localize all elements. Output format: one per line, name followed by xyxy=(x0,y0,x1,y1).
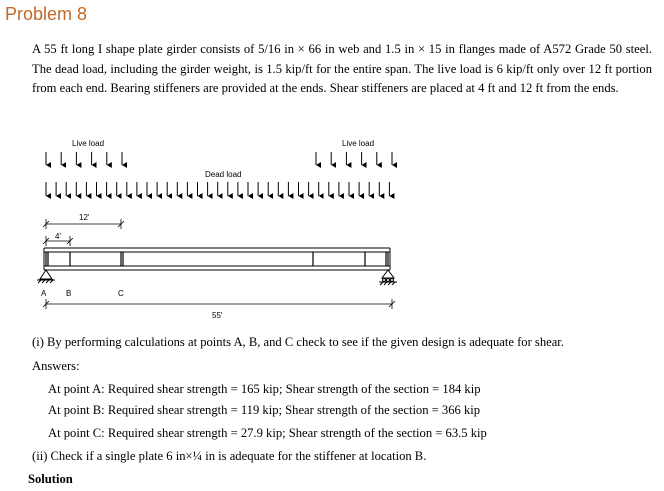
pin-support-left xyxy=(37,270,55,283)
dead-load-arrows xyxy=(46,182,389,196)
problem-title: Problem 8 xyxy=(5,4,88,24)
dim-12-label: 12' xyxy=(79,213,90,222)
point-c-label: C xyxy=(118,289,124,298)
girder-beam xyxy=(44,248,390,270)
answers-label: Answers: xyxy=(32,359,80,373)
dim-55-label: 55' xyxy=(212,311,223,320)
dead-load-label: Dead load xyxy=(205,170,242,179)
answer-point-c: At point C: Required shear strength = 27.9 kip; Shear strength of the section = 63.5 kip xyxy=(48,426,487,440)
question-2: (ii) Check if a single plate 6 in×¼ in is adequate for the stiffener at location B. xyxy=(32,449,427,463)
point-a-label: A xyxy=(41,289,47,298)
roller-support-right xyxy=(379,270,397,285)
live-load-left-label: Live load xyxy=(72,139,105,148)
live-load-right-arrows xyxy=(316,152,392,165)
dimension-55ft xyxy=(43,299,395,309)
problem-statement: A 55 ft long I shape plate girder consists of 5/16 in × 66 in web and 1.5 in × 15 in flanges made of A572 Grade 50 steel. The dead load, including the girder weight, is 1.5 kip/ft for the entire span. The live load is 6 kip/ft only over 12 ft portion from each end. Bearing stiffeners are provided at the ends. Shear stiffeners are placed at 4 ft and 12 ft from the ends. xyxy=(32,42,652,95)
solution-heading: Solution xyxy=(28,472,73,486)
live-load-right-label: Live load xyxy=(342,139,375,148)
stiffeners xyxy=(46,252,388,266)
question-1: (i) By performing calculations at points A, B, and C check to see if the given design is adequate for shear. xyxy=(32,335,564,349)
point-b-label: B xyxy=(66,289,72,298)
answer-point-a: At point A: Required shear strength = 165 kip; Shear strength of the section = 184 kip xyxy=(48,382,481,396)
answer-point-b: At point B: Required shear strength = 119 kip; Shear strength of the section = 366 kip xyxy=(48,403,481,417)
dim-4-label: 4' xyxy=(55,232,61,241)
live-load-left-arrows xyxy=(46,152,122,165)
